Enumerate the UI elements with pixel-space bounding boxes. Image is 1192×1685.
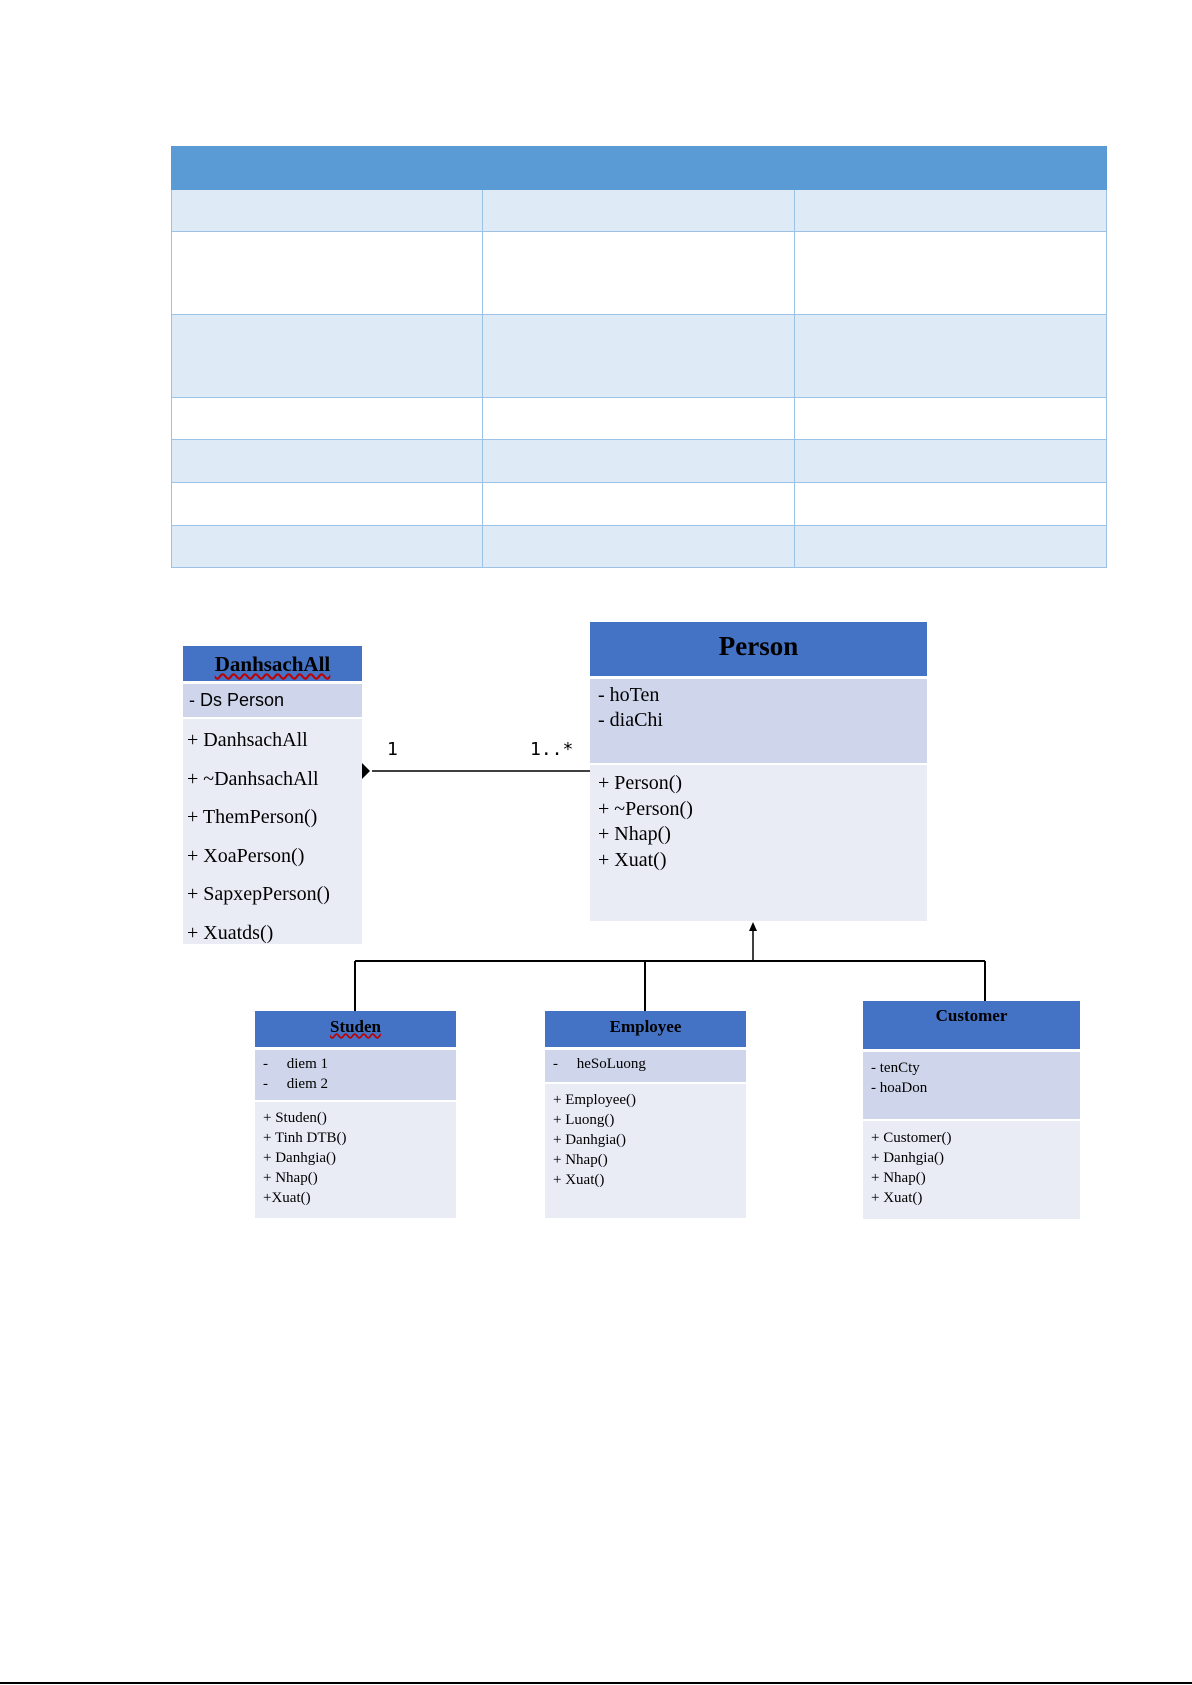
operation: + Employee() (553, 1092, 637, 1108)
operation: + ThemPerson() (187, 806, 318, 828)
operation: + XoaPerson() (187, 844, 305, 867)
class-attributes (545, 1050, 746, 1084)
class-attributes (255, 1050, 456, 1102)
operation: + Danhgia() (553, 1132, 627, 1148)
operation: + Nhap() (871, 1170, 926, 1186)
page-footer-rule (0, 1682, 1192, 1684)
operation: + Studen() (263, 1110, 327, 1126)
operation: + Xuatds() (187, 921, 274, 944)
class-operations (863, 1121, 1080, 1219)
multiplicity-left: 1 (387, 739, 398, 760)
operation: + Danhgia() (871, 1150, 945, 1166)
operation: + DanhsachAll (187, 729, 308, 751)
class-customer (863, 1001, 1080, 1219)
class-studen (255, 1011, 456, 1218)
class-name: Employee (545, 1011, 746, 1050)
operation: + Person() (598, 772, 683, 794)
multiplicity-right: 1..* (530, 739, 574, 760)
attribute: - hoTen (598, 684, 660, 706)
operation: + SapxepPerson() (187, 883, 330, 905)
class-employee (545, 1011, 746, 1218)
class-attributes (863, 1052, 1080, 1121)
class-name: DanhsachAll (183, 646, 362, 684)
operation: + Xuat() (598, 848, 667, 871)
attribute: - diem 1 (263, 1056, 328, 1072)
attribute: - diem 2 (263, 1076, 328, 1092)
attribute: - Ds Person (189, 690, 285, 710)
class-attributes (590, 679, 927, 765)
attribute: - hoaDon (871, 1080, 928, 1096)
operation: + Xuat() (553, 1172, 605, 1188)
attribute: - heSoLuong (553, 1056, 646, 1072)
attribute: - tenCty (871, 1060, 920, 1076)
class-attributes (183, 684, 362, 719)
class-operations (590, 765, 927, 921)
class-operations (183, 719, 362, 944)
operation: + Xuat() (871, 1190, 923, 1206)
operation: + ~Person() (598, 797, 693, 820)
operation: + ~DanhsachAll (187, 767, 319, 790)
class-name: Person (590, 622, 927, 679)
operation: + Danhgia() (263, 1150, 337, 1166)
class-operations (545, 1084, 746, 1218)
operation: + Nhap() (553, 1152, 608, 1168)
inheritance-arrow-icon (749, 922, 757, 931)
attribute: - diaChi (598, 709, 663, 731)
operation: + Customer() (871, 1130, 952, 1146)
operation: + Nhap() (263, 1170, 318, 1186)
operation: +Xuat() (263, 1190, 311, 1206)
class-name: Customer (863, 1001, 1080, 1052)
class-person (590, 622, 927, 921)
class-name: Studen (255, 1011, 456, 1050)
operation: + Luong() (553, 1112, 615, 1128)
operation: + Nhap() (598, 823, 671, 845)
class-danhsachall (183, 646, 362, 944)
class-operations (255, 1102, 456, 1218)
operation: + Tinh DTB() (263, 1130, 347, 1146)
